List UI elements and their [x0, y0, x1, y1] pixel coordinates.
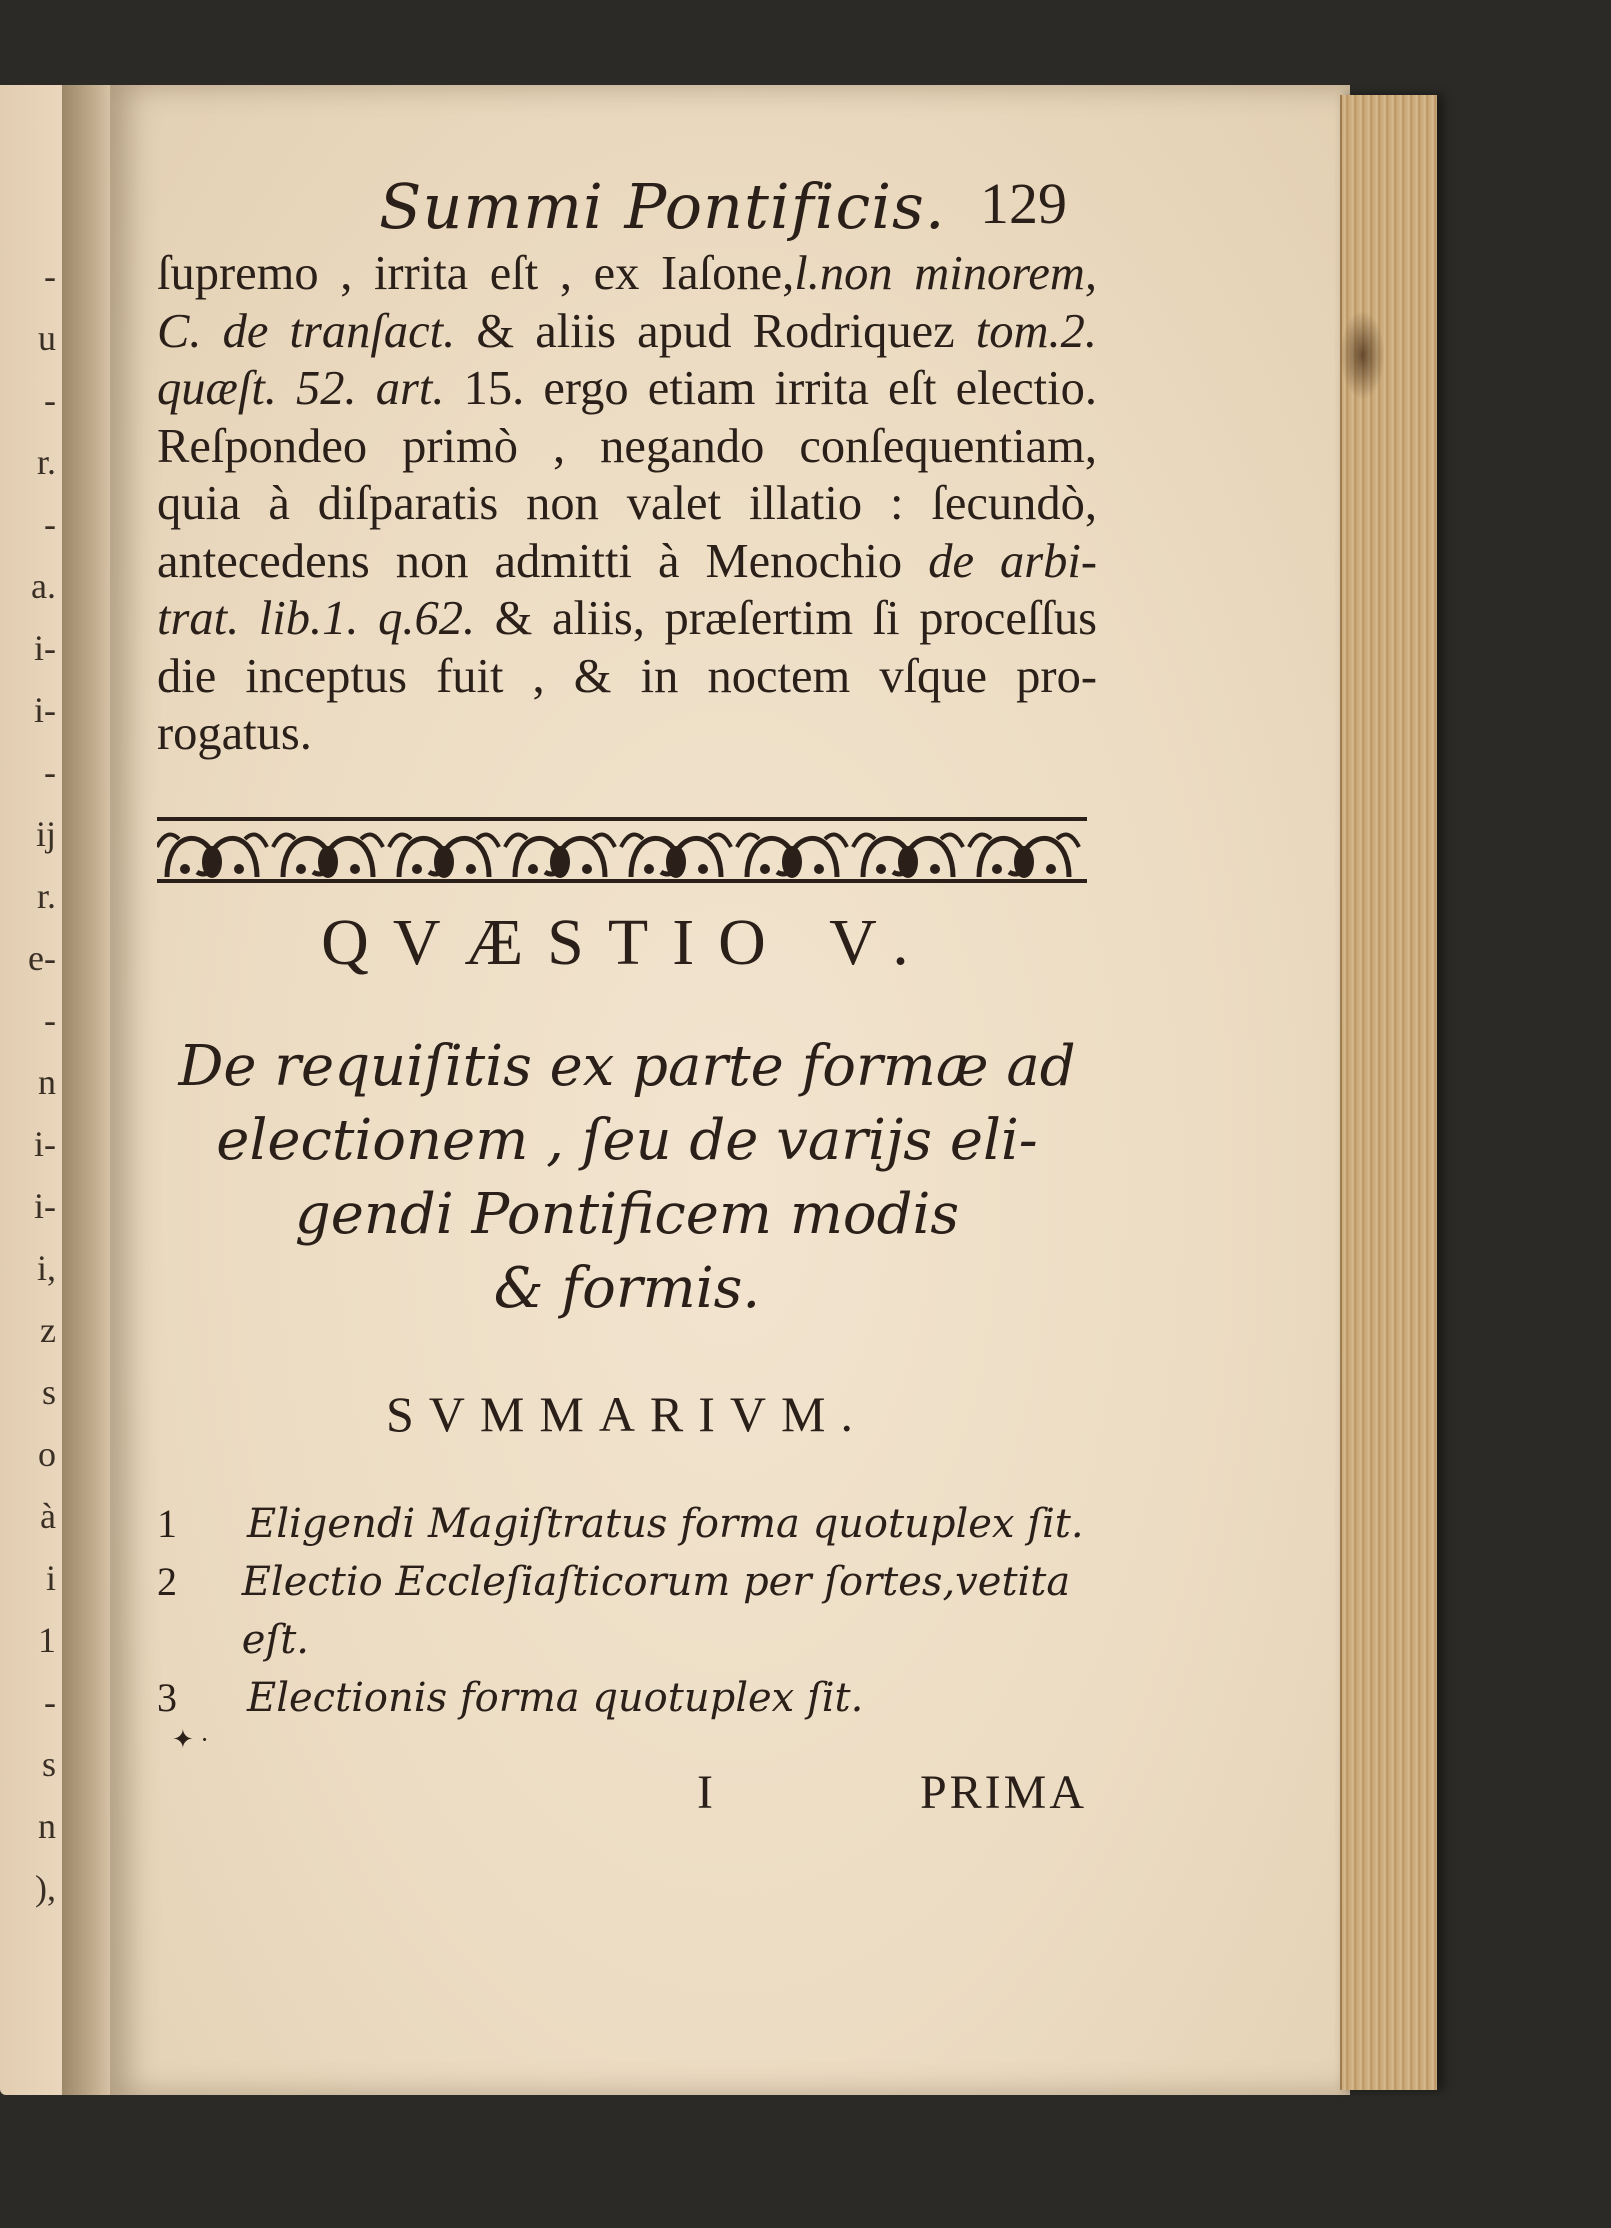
question-title — [177, 1030, 1077, 1326]
summary-item-text: Eligendi Magiſtratus forma quotuplex ſit. — [247, 1501, 1084, 1547]
italic-citation: de arbi- — [928, 534, 1098, 588]
text-run: & aliis, præſertim ſi proceſſus — [475, 592, 1097, 645]
decorative-ornament-band — [157, 815, 1087, 885]
text-line — [157, 705, 1097, 763]
italic-citation: tom.2. — [975, 304, 1098, 358]
text-run: Reſpondeo primò , negando conſequentiam, — [157, 419, 1097, 473]
left-page-fragment: i- — [34, 1186, 56, 1226]
text-run: die inceptus fuit , & in noctem vſque pro- — [157, 649, 1097, 703]
left-page-fragment: i — [45, 1558, 56, 1598]
italic-citation: l.non minorem, — [794, 247, 1097, 300]
question-title-line: De requiſitis ex parte formæ ad — [178, 1034, 1076, 1099]
left-page-fragment: - — [44, 1000, 56, 1040]
left-page-fragment: s — [41, 1372, 56, 1412]
page-footer — [157, 1725, 1097, 1825]
left-page-fragment: a. — [31, 566, 56, 606]
left-page-fragment: n — [38, 1806, 56, 1846]
left-page-fragment: ij — [35, 814, 56, 854]
text-run: antecedens non admitti à Menochio — [157, 534, 929, 588]
summary-heading: SVMMARIVM. — [385, 1386, 868, 1442]
left-page-fragment: r. — [36, 442, 56, 482]
summary-item-text: Electio Eccleſiaſticorum per ſortes,vetita eſt. — [241, 1559, 1071, 1663]
question-title-line: gendi Pontificem modis — [294, 1182, 960, 1247]
question-title-line: & formis. — [493, 1256, 761, 1321]
text-run: rogatus. — [157, 707, 312, 760]
summary-item-number: 1 — [157, 1501, 177, 1546]
body-paragraph — [157, 245, 1097, 763]
left-page-fragment: - — [44, 752, 56, 792]
italic-citation: C. de tranſact. — [157, 304, 456, 358]
text-line — [157, 418, 1097, 476]
edge-stain — [1340, 310, 1385, 400]
text-line — [157, 475, 1097, 533]
text-run: 15. ergo etiam irrita eſt electio. — [444, 362, 1097, 415]
catchword: PRIMA — [919, 1766, 1087, 1819]
question-title-line: electionem , ſeu de varijs eli- — [216, 1108, 1038, 1173]
text-line — [157, 360, 1097, 418]
left-page-fragment: u — [38, 318, 56, 358]
left-page-fragment: r. — [36, 876, 56, 916]
page-number: 129 — [980, 171, 1067, 236]
left-page-fragment: o — [38, 1434, 56, 1474]
left-page-fragment: - — [44, 504, 56, 544]
left-page-fragment: - — [44, 256, 56, 296]
printer-mark: ✦ · — [172, 1725, 209, 1754]
summary-item-number: 3 — [157, 1675, 177, 1720]
italic-citation: quæſt. 52. art. — [157, 362, 445, 415]
left-page-fragment: s — [41, 1744, 56, 1784]
summary-item-text: Electionis forma quotuplex ſit. — [247, 1675, 864, 1721]
left-page-fragment: i- — [34, 628, 56, 668]
text-line — [157, 245, 1097, 303]
left-page-fragment: 1 — [38, 1620, 56, 1660]
text-line — [157, 533, 1097, 591]
text-run: & aliis apud Rodriquez — [455, 304, 976, 358]
summary-item-number: 2 — [157, 1559, 177, 1604]
text-line — [157, 648, 1097, 706]
text-run: quia à diſparatis non valet illatio : ſecundò, — [157, 477, 1097, 530]
summary-list — [157, 1495, 1097, 1727]
left-page-fragment: e- — [28, 938, 56, 978]
text-line — [157, 590, 1097, 648]
running-head-title: Summi Pontificis. — [379, 170, 946, 243]
text-line — [157, 303, 1097, 361]
left-page-fragment: n — [38, 1062, 56, 1102]
left-page-fragment: i, — [36, 1248, 56, 1288]
text-run: ſupremo , irrita eſt , ex Iaſone, — [157, 247, 795, 300]
question-heading: QVÆSTIO V. — [321, 906, 933, 979]
left-page-fragment: i- — [34, 1124, 56, 1164]
left-page-fragment: à — [40, 1496, 56, 1536]
italic-citation: trat. lib.1. q.62. — [157, 592, 476, 645]
summary-item — [157, 1669, 1097, 1727]
left-page-fragment: i- — [34, 690, 56, 730]
left-page-fragment: ), — [35, 1868, 56, 1908]
signature-mark: I — [697, 1766, 713, 1819]
left-page-text-fragments — [0, 85, 60, 2095]
left-page-fragment: z — [40, 1310, 56, 1350]
left-page-fragment: - — [44, 380, 56, 420]
summary-item — [157, 1553, 1097, 1669]
summary-item — [157, 1495, 1097, 1553]
left-page-fragment: - — [44, 1682, 56, 1722]
